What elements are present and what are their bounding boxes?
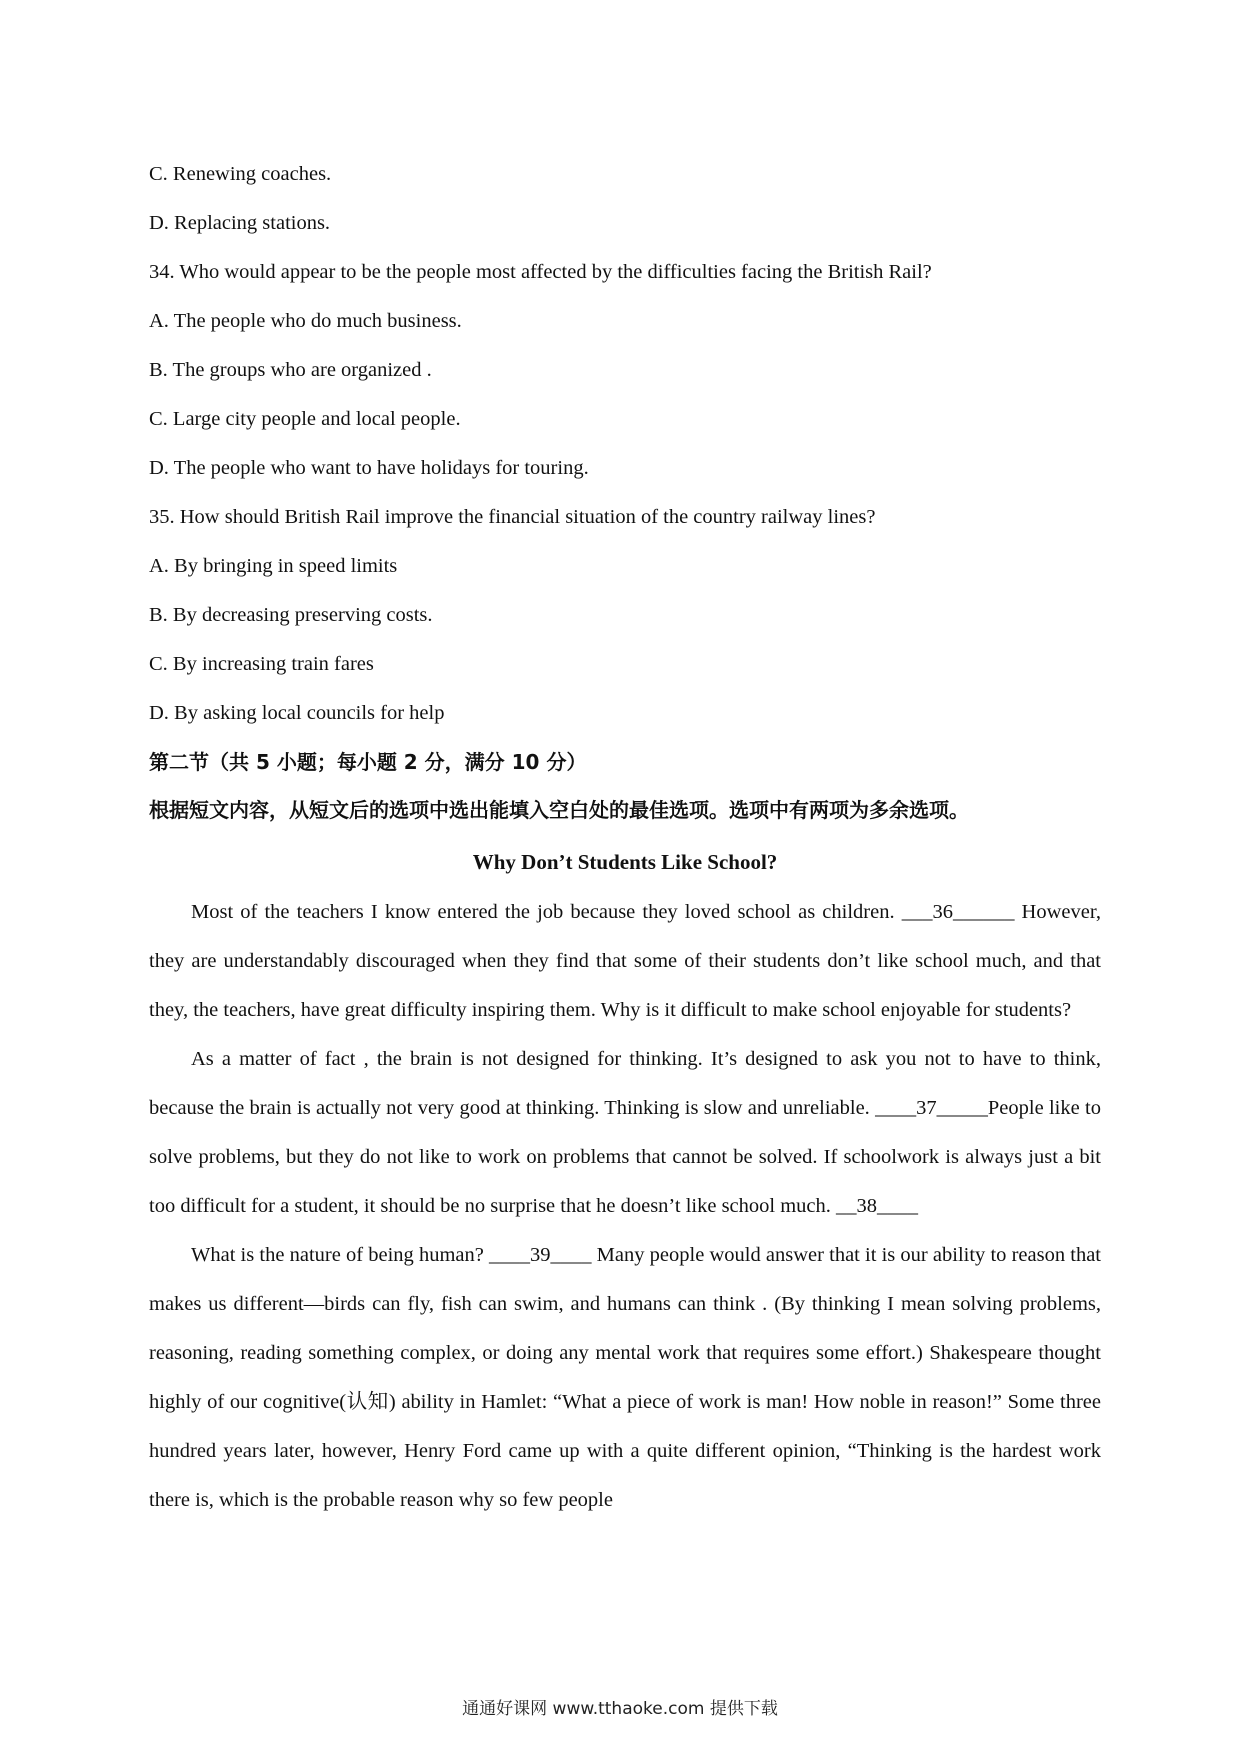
page-footer: 通通好课网 www.tthaoke.com 提供下载: [462, 1699, 778, 1719]
question-35: 35. How should British Rail improve the financial situation of the country railway lines?: [149, 506, 876, 528]
section-heading: 第二节（共 5 小题；每小题 2 分，满分 10 分）: [149, 750, 587, 774]
page-content: [149, 150, 1101, 1525]
question-34: 34. Who would appear to be the people most affected by the difficulties facing the British Rail?: [149, 261, 932, 283]
option-q34-b: B. The groups who are organized .: [149, 359, 432, 381]
section-instructions: 根据短文内容，从短文后的选项中选出能填入空白处的最佳选项。选项中有两项为多余选项。: [149, 798, 969, 822]
option-q33-c: C. Renewing coaches.: [149, 163, 332, 185]
option-q33-d: D. Replacing stations.: [149, 212, 331, 234]
passage-paragraph-2: As a matter of fact , the brain is not designed for thinking. It’s designed to ask you not to have to think, because the brain is actually not very good at thinking. Thinking is slow and unreliable. ____37_____People like to solve problems, but they do not like to work on problems that cannot be solved. If schoolwork is always just a bit too difficult for a student, it should be no surprise that he doesn’t like school much. __38____: [149, 1048, 1101, 1217]
option-q35-c: C. By increasing train fares: [149, 653, 374, 675]
option-q35-a: A. By bringing in speed limits: [149, 555, 398, 577]
option-q34-c: C. Large city people and local people.: [149, 408, 461, 430]
passage-paragraph-1: Most of the teachers I know entered the job because they loved school as children. ___36______ However, they are understandably discouraged when they find that some of their students don’t like school much, and that they, the teachers, have great difficulty inspiring them. Why is it difficult to make school enjoyable for students?: [149, 901, 1101, 1021]
option-q35-b: B. By decreasing preserving costs.: [149, 604, 433, 626]
passage-title: Why Don’t Students Like School?: [472, 850, 778, 874]
option-q35-d: D. By asking local councils for help: [149, 702, 445, 724]
option-q34-d: D. The people who want to have holidays for touring.: [149, 457, 589, 479]
option-q34-a: A. The people who do much business.: [149, 310, 462, 332]
passage-paragraph-3: What is the nature of being human? ____39____ Many people would answer that it is our ability to reason that makes us different—birds can fly, fish can swim, and humans can think . (By thinking I mean solving problems, reasoning, reading something complex, or doing any mental work that requires some effort.) Shakespeare thought highly of our cognitive(认知) ability in Hamlet: “What a piece of work is man! How noble in reason!” Some three hundred years later, however, Henry Ford came up with a quite different opinion, “Thinking is the hardest work there is, which is the probable reason why so few people: [149, 1244, 1101, 1511]
